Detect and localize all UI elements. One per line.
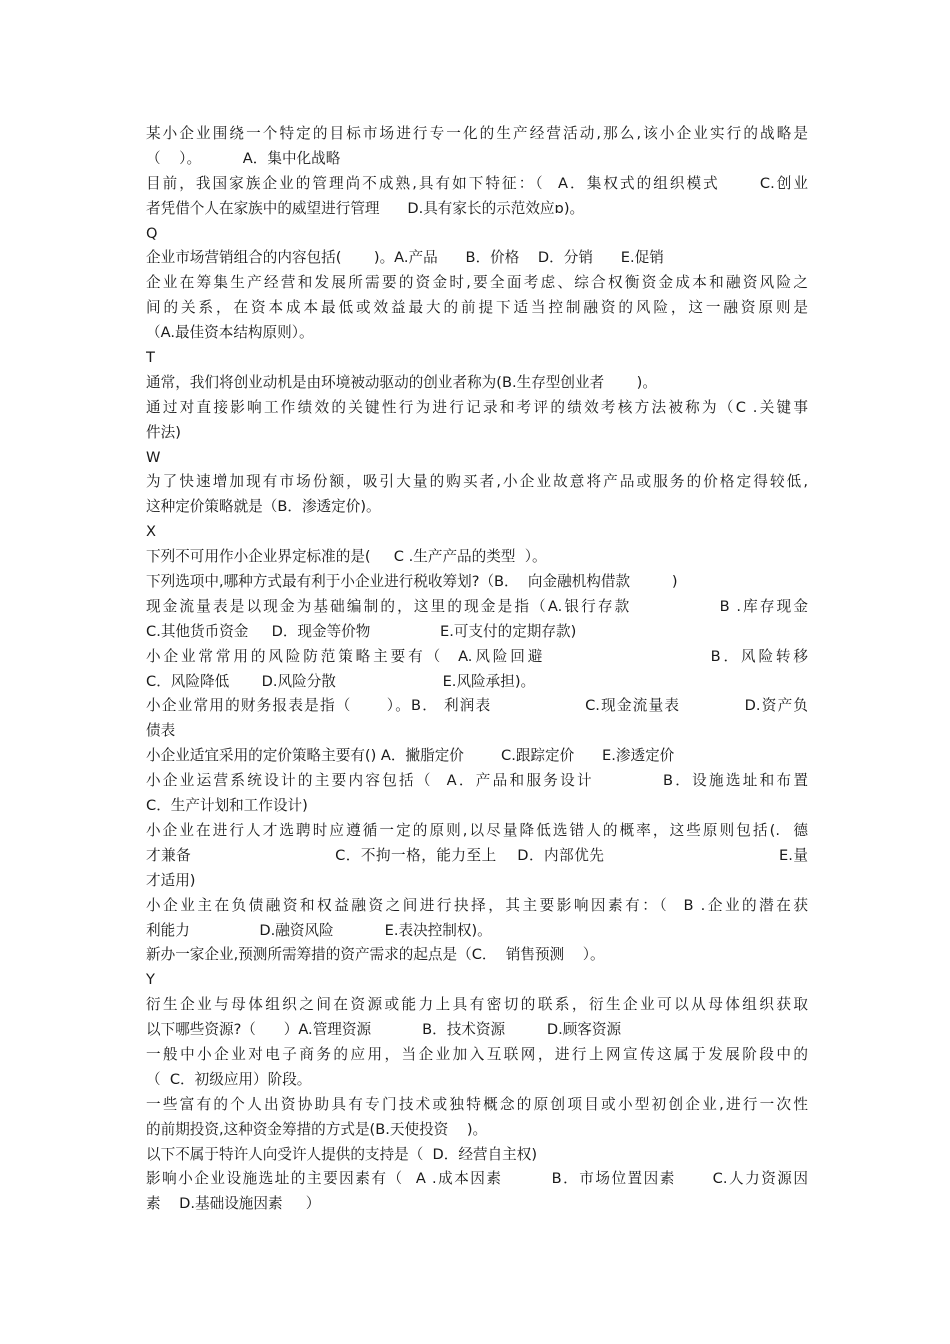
- text-line: 一些富有的个人出资协助具有专门技术或独特概念的原创项目或小型初创企业,进行一次性: [146, 1095, 808, 1113]
- text-line: 小企业在进行人才选聘时应遵循一定的原则,以尽量降低选错人的概率，这些原则包括(. 德: [146, 821, 808, 839]
- text-line: （A.最佳资本结构原则）。: [146, 324, 314, 342]
- text-line: 利能力 D.融资风险 E.表决控制权)。: [146, 921, 492, 939]
- text-line: 为了快速增加现有市场份额，吸引大量的购买者,小企业故意将产品或服务的价格定得较低,: [146, 473, 808, 491]
- text-line: 素 D.基础设施因素 ）: [146, 1195, 321, 1213]
- text-line: 下列选项中,哪种方式最有利于小企业进行税收筹划?（B． 向金融机构借款 ): [146, 573, 678, 591]
- text-line: C．风险降低 D.风险分散 E.风险承担)。: [146, 672, 536, 690]
- text-line: 这种定价策略就是（B．渗透定价)。: [146, 498, 381, 516]
- text-line: 某小企业围绕一个特定的目标市场进行专一化的生产经营活动,那么,该小企业实行的战略是: [146, 125, 808, 142]
- text-line: 才适用): [146, 871, 196, 889]
- text-line: 影响小企业设施选址的主要因素有（ A .成本因素 B．市场位置因素 C.人力资源因: [146, 1170, 808, 1188]
- text-line: 企业市场营销组合的内容包括( )。A.产品 B．价格 D．分销 E.促销: [146, 249, 664, 267]
- text-line: 者凭借个人在家族中的威望进行管理 D.具有家长的示范效应ɒ)。: [146, 199, 585, 217]
- text-line: 衍生企业与母体组织之间在资源或能力上具有密切的联系，衍生企业可以从母体组织获取: [146, 996, 808, 1014]
- text-line: 债表: [146, 722, 176, 740]
- document-page: [146, 122, 808, 1217]
- text-line: （ C．初级应用）阶段。: [146, 1070, 312, 1088]
- text-line: 企业在筹集生产经营和发展所需要的资金时,要全面考虑、综合权衡资金成本和融资风险之: [146, 274, 808, 292]
- text-line: 小企业常常用的风险防范策略主要有（ A.风险回避 B．风险转移: [146, 647, 808, 665]
- text-line: C.其他货币资金 D．现金等价物 E.可支付的定期存款): [146, 622, 577, 640]
- text-line: 下列不可用作小企业界定标准的是( C .生产产品的类型 ）。: [146, 548, 547, 566]
- text-line: 的前期投资,这种资金筹措的方式是(B.天使投资 )。: [146, 1120, 488, 1138]
- text-line: 小企业常用的财务报表是指（ ）。B． 利润表 C.现金流量表 D.资产负: [146, 697, 808, 715]
- text-line: 小企业运营系统设计的主要内容包括（ A．产品和服务设计 B．设施选址和布置: [146, 772, 808, 790]
- text-line: 通过对直接影响工作绩效的关键性行为进行记录和考评的绩效考核方法被称为（C .关键事: [146, 398, 808, 416]
- text-line: W: [146, 448, 161, 466]
- text-line: Y: [146, 971, 155, 989]
- text-line: 一般中小企业对电子商务的应用，当企业加入互联网，进行上网宣传这属于发展阶段中的: [146, 1045, 808, 1063]
- text-line: T: [146, 349, 155, 367]
- text-line: 才兼备 C．不拘一格，能力至上 D．内部优先 E.量: [146, 846, 808, 864]
- text-line: 通常，我们将创业动机是由环境被动驱动的创业者称为(B.生存型创业者 )。: [146, 373, 657, 391]
- text-line: 新办一家企业,预测所需筹措的资产需求的起点是（C． 销售预测 ）。: [146, 946, 605, 964]
- text-line: 以下不属于特许人向受许人提供的支持是（ D．经营自主权): [146, 1145, 538, 1163]
- text-line: 目前，我国家族企业的管理尚不成熟,具有如下特征：（ A．集权式的组织模式 C.创业: [146, 174, 808, 192]
- text-line: 间的关系，在资本成本最低或效益最大的前提下适当控制融资的风险，这一融资原则是: [146, 299, 808, 317]
- text-line: 小企业适宜采用的定价策略主要有() A．撇脂定价 C.跟踪定价 E.渗透定价: [146, 747, 675, 765]
- text-line: 现金流量表是以现金为基础编制的，这里的现金是指（A.银行存款 B .库存现金: [146, 597, 808, 615]
- text-line: Q: [146, 224, 158, 242]
- text-line: C．生产计划和工作设计): [146, 797, 308, 815]
- text-line: 小企业主在负债融资和权益融资之间进行抉择，其主要影响因素有：（ B .企业的潜在获: [146, 896, 808, 914]
- text-line: X: [146, 523, 156, 541]
- text-line: 以下哪些资源?（ ）A.管理资源 B．技术资源 D.顾客资源: [146, 1021, 622, 1039]
- text-line: （ ）。 A．集中化战略: [146, 149, 341, 167]
- text-line: 件法): [146, 423, 181, 441]
